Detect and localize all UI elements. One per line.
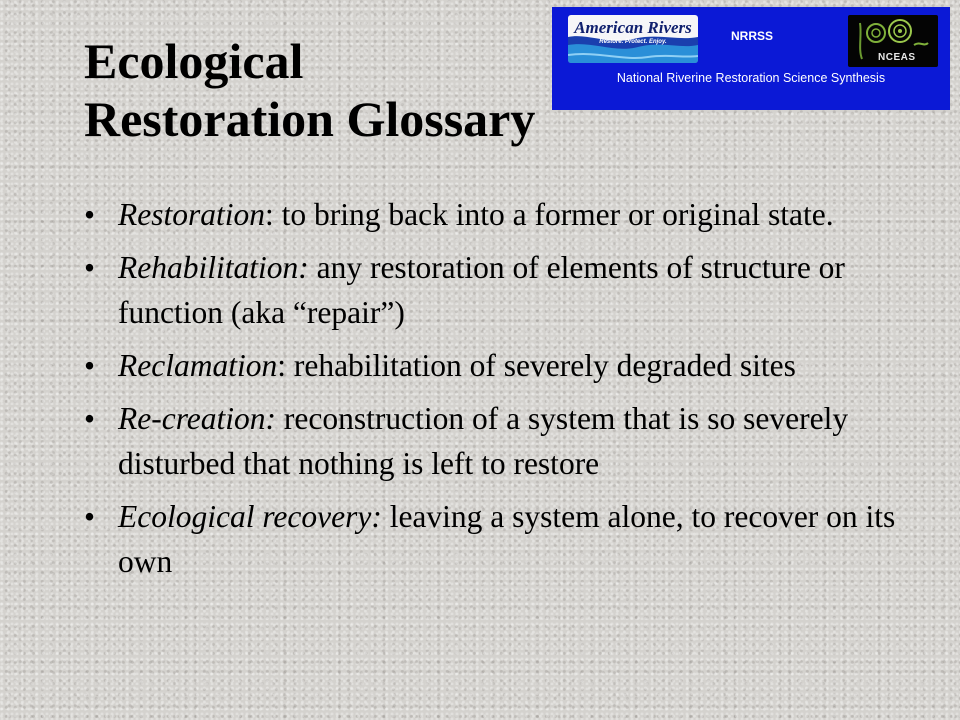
american-rivers-name: American Rivers [574,18,692,37]
glossary-item-re-creation [84,396,914,486]
glossary-definition: rehabilitation of severely degraded sites [285,348,796,383]
american-rivers-tagline: Restore. Protect. Enjoy. [599,39,667,45]
glossary-separator: : [265,197,274,232]
glossary-definition: reconstruction of a system that is so severely disturbed that nothing is left to restore [118,401,849,481]
glossary-item-ecological-recovery [84,494,914,584]
glossary-separator: : [277,348,286,383]
glossary-item-restoration [84,192,914,237]
bullet: • [84,348,96,383]
glossary-definition: any restoration of elements of structure or function (aka “repair”) [118,250,845,330]
bullet: • [84,250,96,285]
american-rivers-logo [568,15,698,63]
nceas-logo [848,15,938,67]
nceas-label: NCEAS [878,52,916,63]
glossary-definition: leaving a system alone, to recover on its own [118,499,896,579]
glossary-item-rehabilitation [84,245,914,335]
glossary-term: Rehabilitation: [118,250,309,285]
slide-title-line-2: Restoration Glossary [84,91,536,147]
banner-subtitle: National Riverine Restoration Science Synthesis [616,71,886,85]
nrrss-banner [552,7,950,110]
glossary-term: Re-creation: [118,401,277,436]
bullet: • [84,401,96,436]
slide-title [84,32,535,148]
bullet: • [84,197,96,232]
slide-title-line-1: Ecological [84,33,304,89]
nrrss-acronym: NRRSS [730,29,773,43]
glossary-definition: to bring back into a former or original state. [273,197,834,232]
glossary-term: Ecological recovery: [118,499,382,534]
glossary-term: Reclamation [118,348,278,383]
glossary-term: Restoration [118,197,265,232]
bullet: • [84,499,96,534]
glossary-item-reclamation [84,343,914,388]
glossary-list [84,192,914,592]
